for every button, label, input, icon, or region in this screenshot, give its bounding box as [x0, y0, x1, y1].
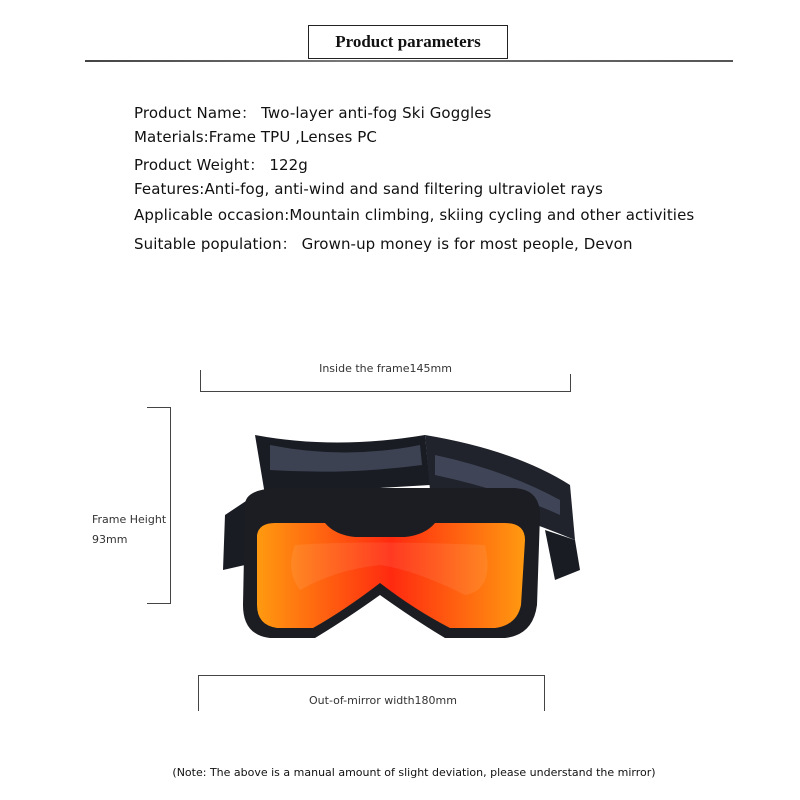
section-title: Product parameters — [308, 25, 508, 59]
spec-population: Suitable population： Grown-up money is for most people, Devon — [134, 235, 633, 253]
inside-frame-label: Inside the frame145mm — [319, 362, 452, 375]
spec-features: Features:Anti-fog, anti-wind and sand filtering ultraviolet rays — [134, 180, 603, 198]
bracket-line — [200, 370, 201, 391]
outer-width-label: Out-of-mirror width180mm — [309, 694, 457, 707]
bracket-line — [170, 407, 171, 603]
deviation-note: (Note: The above is a manual amount of slight deviation, please understand the mirror) — [172, 766, 656, 779]
bracket-line — [198, 675, 545, 676]
bracket-line — [200, 391, 571, 392]
spec-weight: Product Weight： 122g — [134, 156, 308, 174]
frame-height-value: 93mm — [92, 533, 128, 546]
title-divider — [85, 60, 733, 62]
spec-product-name: Product Name： Two-layer anti-fog Ski Goggles — [134, 104, 492, 122]
spec-materials: Materials:Frame TPU ,Lenses PC — [134, 128, 378, 146]
ski-goggles-image — [215, 420, 590, 650]
frame-height-label: Frame Height — [92, 513, 167, 526]
spec-occasion: Applicable occasion:Mountain climbing, skiing cycling and other activities — [134, 206, 695, 224]
bracket-line — [147, 407, 171, 408]
bracket-line — [147, 603, 171, 604]
bracket-line — [570, 374, 571, 392]
